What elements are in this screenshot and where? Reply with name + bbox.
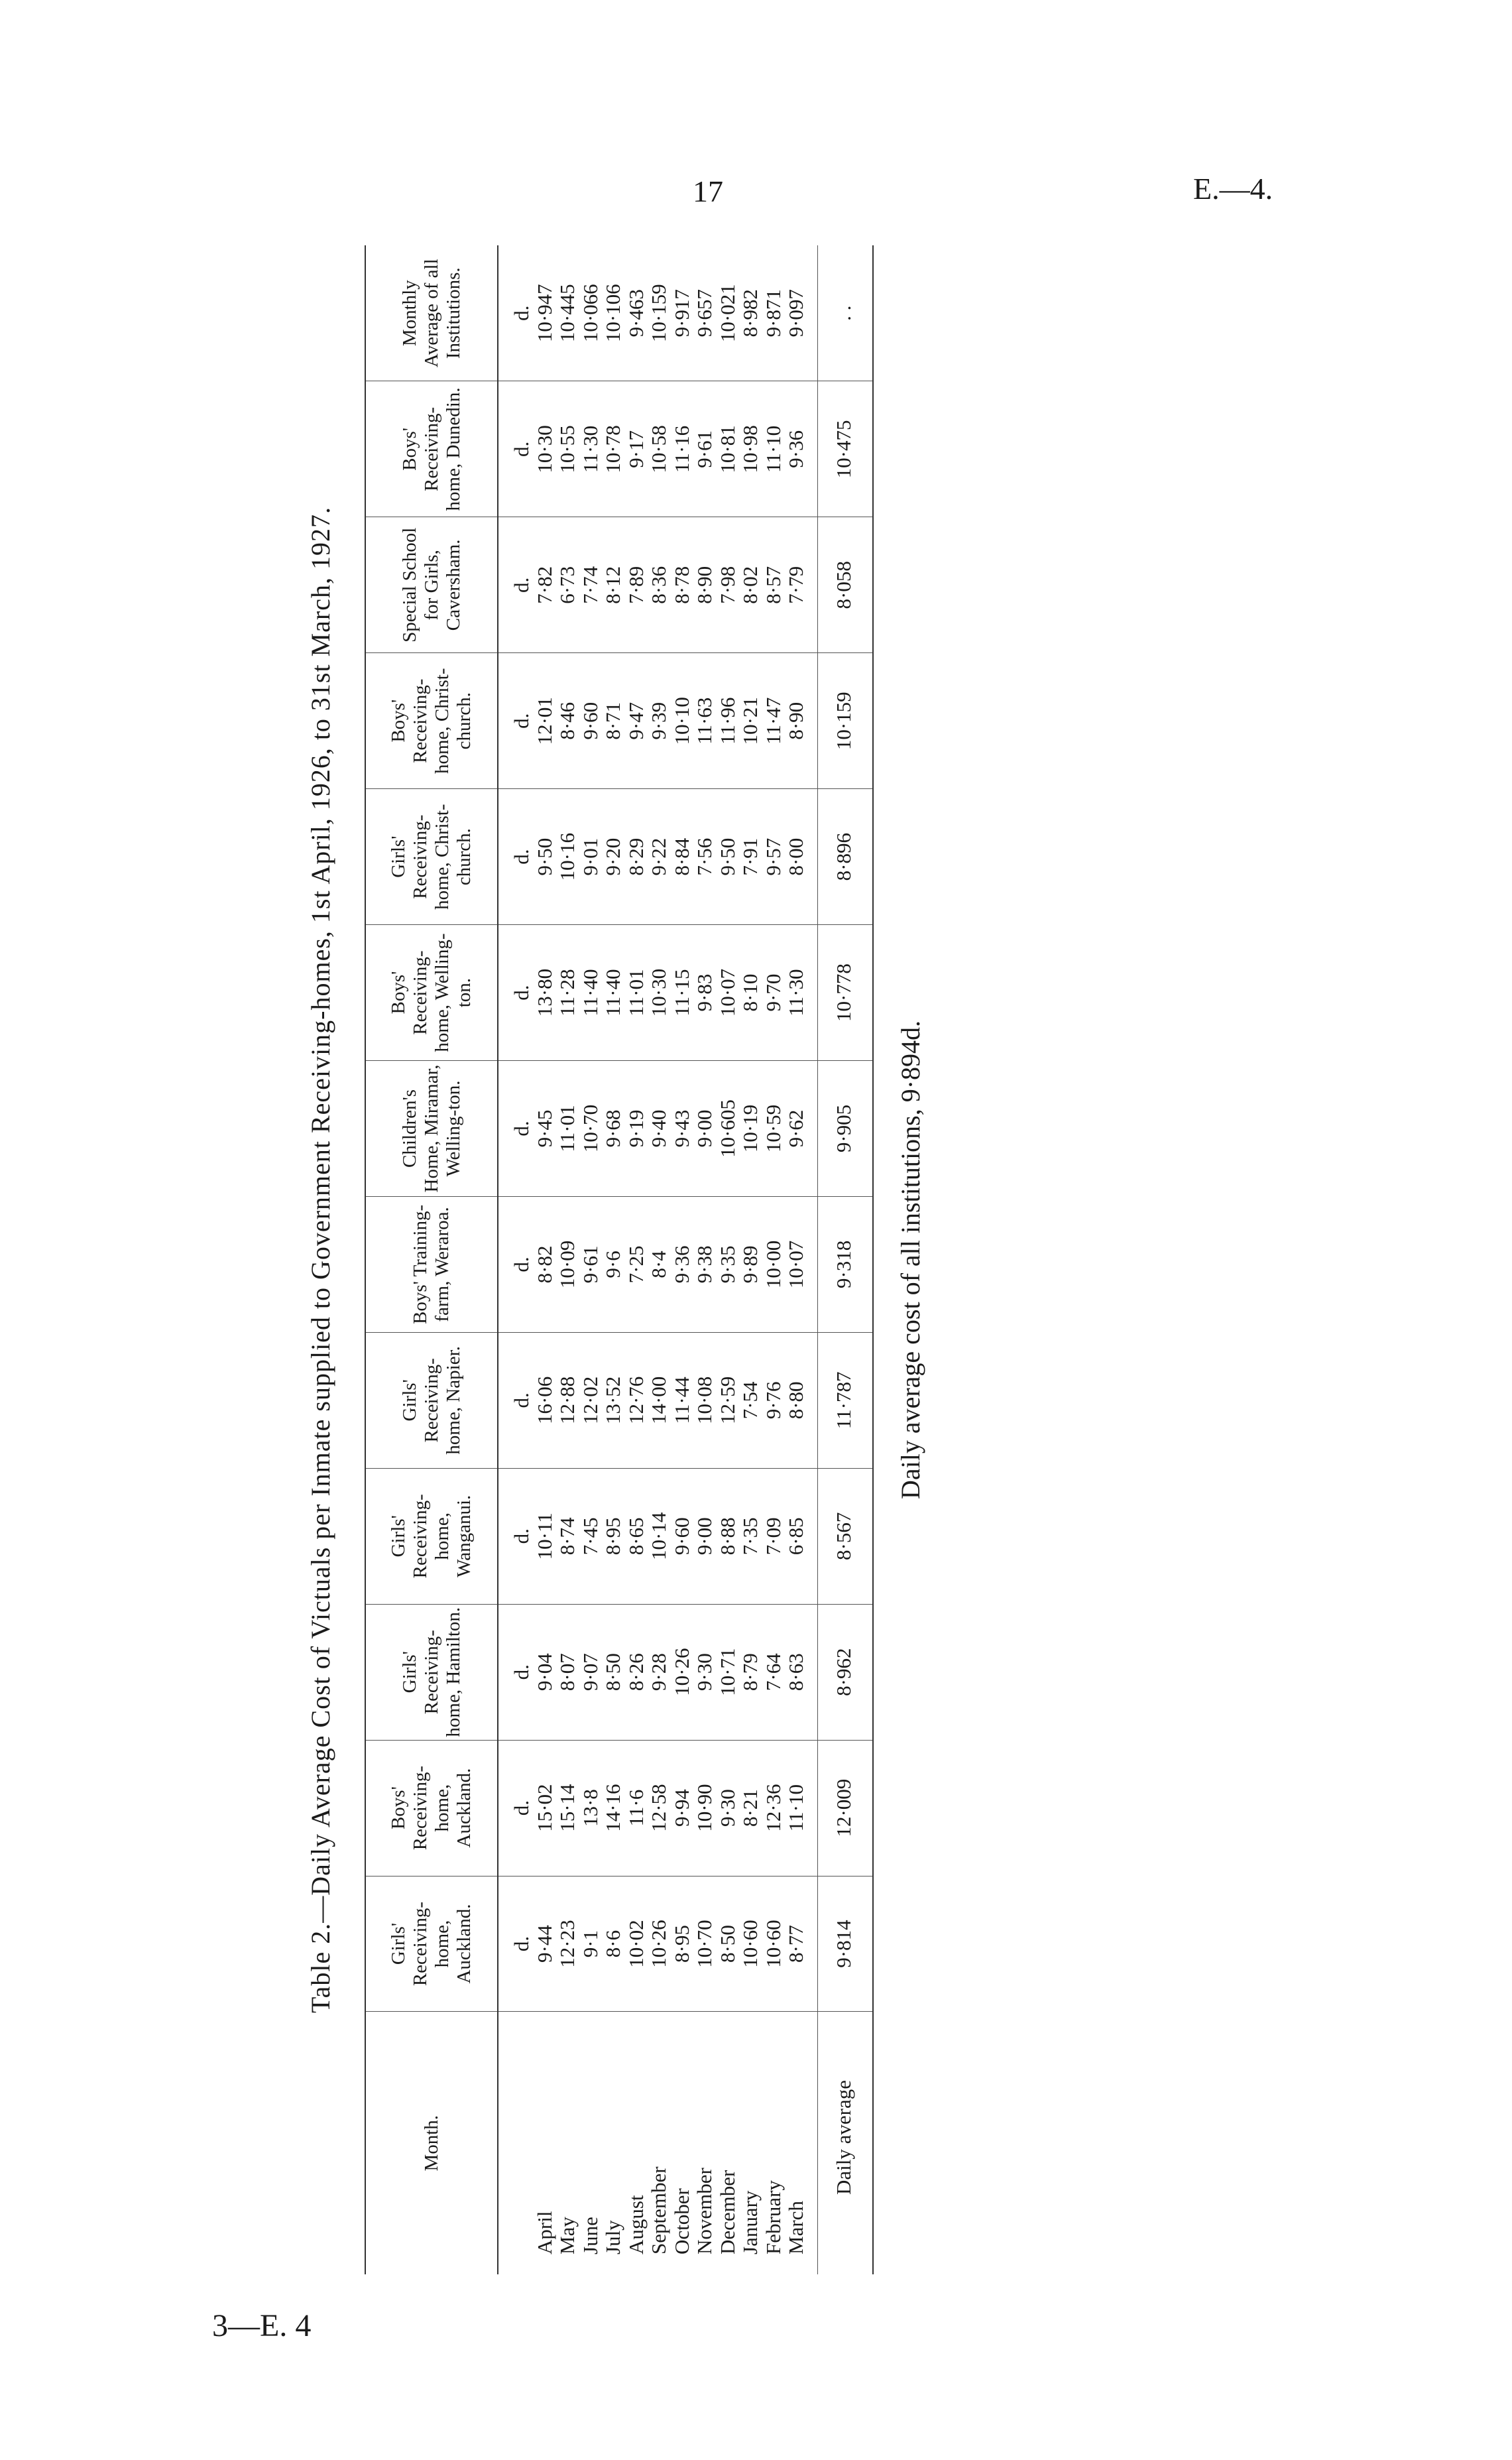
value-cell: 11·10 <box>784 1784 807 1832</box>
value-cell: 10·81 <box>715 425 739 473</box>
unit-label: d. <box>510 1528 533 1544</box>
value-cell: 9·40 <box>647 1109 670 1148</box>
value-cell: 9·44 <box>532 1925 556 1963</box>
value-cell: 10·08 <box>693 1376 716 1425</box>
value-cell: 9·45 <box>532 1109 556 1148</box>
value-cell: 10·21 <box>738 697 762 745</box>
value-cell: 9·50 <box>715 837 739 876</box>
value-cell: 10·71 <box>715 1648 739 1696</box>
value-cell: 10·16 <box>555 833 579 881</box>
value-cell: 10·10 <box>669 697 693 745</box>
column-values <box>498 517 817 653</box>
value-cell: 10·30 <box>647 968 670 1017</box>
value-cell: 7·54 <box>738 1381 762 1420</box>
value-cell: 12·88 <box>555 1376 579 1425</box>
value-cell: 9·04 <box>532 1653 556 1691</box>
value-cell: 9·47 <box>624 702 648 740</box>
value-cell: 11·01 <box>624 969 648 1016</box>
value-cell: 10·58 <box>647 425 670 473</box>
value-cell: 9·22 <box>647 837 670 876</box>
value-cell: 13·8 <box>578 1789 602 1827</box>
table-grid <box>365 245 874 2274</box>
value-cell: 8·982 <box>738 289 762 338</box>
value-cell: 15·14 <box>555 1784 579 1832</box>
header-row <box>366 245 498 2274</box>
value-cell: 7·79 <box>784 566 807 604</box>
value-cell: 8·80 <box>784 1381 807 1420</box>
daily-average-label: Daily average <box>817 2012 872 2274</box>
month-label: February <box>761 2180 785 2254</box>
value-cell: 8·63 <box>784 1653 807 1691</box>
value-cell: 7·35 <box>738 1517 762 1556</box>
value-cell: 11·96 <box>715 697 739 745</box>
value-cell: 11·47 <box>761 697 785 745</box>
value-cell: 9·68 <box>601 1109 624 1148</box>
value-cell: 8·12 <box>601 566 624 604</box>
value-cell: 9·17 <box>624 430 648 468</box>
value-cell: 8·50 <box>601 1653 624 1691</box>
value-cell: 8·10 <box>738 973 762 1012</box>
average-cell: 8·962 <box>817 1604 872 1740</box>
value-cell: 10·445 <box>555 284 579 343</box>
value-cell: 9·20 <box>601 837 624 876</box>
column-header: Girls' Receiving-home, Auckland. <box>366 1876 498 2012</box>
value-cell: 12·23 <box>555 1920 579 1968</box>
value-cell: 9·62 <box>784 1109 807 1148</box>
month-label: December <box>715 2170 739 2254</box>
value-cell: 7·56 <box>693 837 716 876</box>
unit-label: d. <box>510 1257 533 1272</box>
column-values <box>498 1740 817 1876</box>
value-cell: 10·07 <box>784 1240 807 1289</box>
column-header: Monthly Average of all Institutions. <box>366 245 498 381</box>
month-header: Month. <box>366 2012 498 2274</box>
value-cell: 9·70 <box>761 973 785 1012</box>
page-number: 17 <box>693 174 723 208</box>
unit-label: d. <box>510 305 533 321</box>
average-cell: 8·896 <box>817 789 872 925</box>
value-cell: 10·55 <box>555 425 579 473</box>
value-cell: 11·30 <box>578 425 602 473</box>
value-cell: 9·38 <box>693 1245 716 1284</box>
average-cell: 11·787 <box>817 1332 872 1468</box>
value-cell: 8·78 <box>669 566 693 604</box>
value-cell: 8·88 <box>715 1517 739 1556</box>
value-cell: 9·28 <box>647 1653 670 1691</box>
value-cell: 9·60 <box>578 702 602 740</box>
value-cell: 11·44 <box>669 1377 693 1424</box>
value-cell: 8·71 <box>601 702 624 740</box>
average-cell: 10·778 <box>817 925 872 1061</box>
value-cell: 9·1 <box>578 1930 602 1958</box>
average-cell: 8·567 <box>817 1468 872 1604</box>
value-cell: 9·01 <box>578 837 602 876</box>
value-cell: 10·605 <box>715 1099 739 1158</box>
value-cell: 8·95 <box>601 1517 624 1556</box>
value-cell: 8·00 <box>784 837 807 876</box>
column-values <box>498 1332 817 1468</box>
value-cell: 10·59 <box>761 1104 785 1153</box>
value-cell: 9·657 <box>693 289 716 338</box>
daily-average-row <box>817 245 872 2274</box>
column-header: Girls' Receiving-home, Christ-church. <box>366 789 498 925</box>
value-cell: 7·74 <box>578 566 602 604</box>
column-header: Boys' Receiving-home, Auckland. <box>366 1740 498 1876</box>
column-header: Boys' Receiving-home, Welling-ton. <box>366 925 498 1061</box>
month-spacer <box>510 2016 534 2255</box>
value-cell: 7·09 <box>761 1517 785 1556</box>
column-values <box>498 1876 817 2012</box>
value-cell: 8·57 <box>761 566 785 604</box>
month-label: January <box>738 2190 762 2254</box>
value-cell: 10·14 <box>647 1512 670 1560</box>
value-cell: 13·80 <box>532 968 556 1017</box>
column-header: Girls' Receiving-home, Napier. <box>366 1332 498 1468</box>
month-label: July <box>601 2220 624 2254</box>
value-cell: 10·066 <box>578 284 602 343</box>
page-code: E.—4. <box>1193 172 1273 206</box>
value-cell: 10·98 <box>738 425 762 473</box>
value-cell: 8·95 <box>669 1925 693 1963</box>
unit-label: d. <box>510 577 533 593</box>
value-cell: 7·91 <box>738 837 762 876</box>
unit-label: d. <box>510 849 533 865</box>
value-cell: 10·30 <box>532 425 556 473</box>
value-cell: 7·45 <box>578 1517 602 1556</box>
month-cell <box>498 2012 817 2274</box>
average-cell: 9·905 <box>817 1061 872 1197</box>
value-cell: 8·50 <box>715 1925 739 1963</box>
month-label: June <box>578 2217 602 2254</box>
month-label: March <box>784 2201 807 2254</box>
column-values <box>498 789 817 925</box>
value-cell: 9·917 <box>669 289 693 338</box>
value-cell: 8·07 <box>555 1653 579 1691</box>
value-cell: 10·26 <box>669 1648 693 1696</box>
column-header: Boys' Training-farm, Weraroa. <box>366 1196 498 1332</box>
value-cell: 8·77 <box>784 1925 807 1963</box>
month-label: April <box>532 2211 556 2254</box>
column-values <box>498 1604 817 1740</box>
column-values <box>498 381 817 517</box>
value-cell: 11·10 <box>761 425 785 473</box>
value-cell: 8·90 <box>693 566 716 604</box>
value-cell: 15·02 <box>532 1784 556 1832</box>
average-cell: . . <box>817 245 872 381</box>
unit-label: d. <box>510 713 533 729</box>
value-cell: 12·36 <box>761 1784 785 1832</box>
unit-label: d. <box>510 985 533 1001</box>
value-cell: 9·30 <box>715 1789 739 1827</box>
value-cell: 9·61 <box>693 430 716 468</box>
value-cell: 7·25 <box>624 1245 648 1284</box>
value-cell: 10·106 <box>601 284 624 343</box>
value-cell: 9·76 <box>761 1381 785 1420</box>
value-cell: 12·58 <box>647 1784 670 1832</box>
value-cell: 8·26 <box>624 1653 648 1691</box>
victuals-table <box>366 245 872 2274</box>
column-values <box>498 925 817 1061</box>
value-cell: 10·60 <box>761 1920 785 1968</box>
value-cell: 9·07 <box>578 1653 602 1691</box>
value-cell: 12·02 <box>578 1376 602 1425</box>
column-values <box>498 1061 817 1197</box>
column-values <box>498 1196 817 1332</box>
value-cell: 7·98 <box>715 566 739 604</box>
value-cell: 10·19 <box>738 1104 762 1153</box>
value-cell: 8·46 <box>555 702 579 740</box>
value-cell: 9·00 <box>693 1109 716 1148</box>
rotated-table-block <box>305 245 1001 2274</box>
value-cell: 8·6 <box>601 1930 624 1958</box>
value-cell: 10·947 <box>532 284 556 343</box>
month-label: May <box>555 2217 579 2254</box>
column-header: Girls' Receiving-home, Wanganui. <box>366 1468 498 1604</box>
value-cell: 9·83 <box>693 973 716 1012</box>
monthly-values-row <box>498 245 817 2274</box>
value-cell: 10·11 <box>532 1512 556 1560</box>
table-title: Table 2.—Daily Average Cost of Victuals per Inmate supplied to Government Receiving-homes, 1st April, 1926, to 31st March, 1927. <box>306 506 335 2014</box>
value-cell: 11·16 <box>669 425 693 473</box>
value-cell: 9·89 <box>738 1245 762 1284</box>
value-cell: 14·16 <box>601 1784 624 1832</box>
value-cell: 12·01 <box>532 697 556 745</box>
average-cell: 9·318 <box>817 1196 872 1332</box>
value-cell: 8·79 <box>738 1653 762 1691</box>
value-cell: 7·64 <box>761 1653 785 1691</box>
column-values <box>498 1468 817 1604</box>
value-cell: 9·61 <box>578 1245 602 1284</box>
average-cell: 12·009 <box>817 1740 872 1876</box>
value-cell: 9·36 <box>669 1245 693 1284</box>
month-label: November <box>693 2168 716 2254</box>
value-cell: 9·097 <box>784 289 807 338</box>
unit-label: d. <box>510 1800 533 1816</box>
column-header: Boys' Receiving-home, Dunedin. <box>366 381 498 517</box>
column-values <box>498 245 817 381</box>
average-cell: 8·058 <box>817 517 872 653</box>
unit-label: d. <box>510 1121 533 1137</box>
value-cell: 9·00 <box>693 1517 716 1556</box>
value-cell: 8·36 <box>647 566 670 604</box>
unit-label: d. <box>510 441 533 458</box>
value-cell: 9·35 <box>715 1245 739 1284</box>
value-cell: 16·06 <box>532 1376 556 1425</box>
value-cell: 11·40 <box>601 969 624 1016</box>
value-cell: 9·50 <box>532 837 556 876</box>
value-cell: 9·6 <box>601 1251 624 1278</box>
value-cell: 8·84 <box>669 837 693 876</box>
value-cell: 13·52 <box>601 1376 624 1425</box>
value-cell: 8·90 <box>784 702 807 740</box>
value-cell: 11·01 <box>555 1105 579 1152</box>
value-cell: 10·90 <box>693 1784 716 1832</box>
value-cell: 10·021 <box>715 284 739 343</box>
value-cell: 9·94 <box>669 1789 693 1827</box>
value-cell: 12·76 <box>624 1376 648 1425</box>
value-cell: 10·70 <box>693 1920 716 1968</box>
month-label: September <box>647 2166 670 2254</box>
value-cell: 9·19 <box>624 1109 648 1148</box>
unit-label: d. <box>510 1664 533 1680</box>
value-cell: 11·30 <box>784 969 807 1016</box>
value-cell: 9·463 <box>624 289 648 338</box>
column-values <box>498 653 817 789</box>
value-cell: 8·4 <box>647 1251 670 1278</box>
value-cell: 12·59 <box>715 1376 739 1425</box>
column-header: Girls' Receiving-home, Hamilton. <box>366 1604 498 1740</box>
footnote: Daily average cost of all institutions, 9·894d. <box>896 1020 925 1500</box>
month-label: August <box>624 2195 648 2254</box>
value-cell: 8·29 <box>624 837 648 876</box>
value-cell: 14·00 <box>647 1376 670 1425</box>
value-cell: 10·00 <box>761 1240 785 1289</box>
value-cell: 8·02 <box>738 566 762 604</box>
value-cell: 9·43 <box>669 1109 693 1148</box>
column-header: Special School for Girls, Caversham. <box>366 517 498 653</box>
value-cell: 9·30 <box>693 1653 716 1691</box>
value-cell: 10·07 <box>715 968 739 1017</box>
value-cell: 6·73 <box>555 566 579 604</box>
value-cell: 9·57 <box>761 837 785 876</box>
month-label: October <box>669 2188 693 2254</box>
value-cell: 7·82 <box>532 566 556 604</box>
value-cell: 10·70 <box>578 1104 602 1153</box>
value-cell: 10·26 <box>647 1920 670 1968</box>
value-cell: 11·28 <box>555 969 579 1016</box>
value-cell: 9·39 <box>647 702 670 740</box>
value-cell: 10·02 <box>624 1920 648 1968</box>
column-header: Boys' Receiving-home, Christ-church. <box>366 653 498 789</box>
value-cell: 10·60 <box>738 1920 762 1968</box>
value-cell: 9·871 <box>761 289 785 338</box>
value-cell: 10·09 <box>555 1240 579 1289</box>
value-cell: 11·63 <box>693 697 716 745</box>
average-cell: 10·475 <box>817 381 872 517</box>
page-footer: 3—E. 4 <box>212 2308 312 2343</box>
value-cell: 8·65 <box>624 1517 648 1556</box>
value-cell: 11·6 <box>624 1789 648 1827</box>
value-cell: 10·78 <box>601 425 624 473</box>
value-cell: 6·85 <box>784 1517 807 1556</box>
value-cell: 9·60 <box>669 1517 693 1556</box>
unit-label: d. <box>510 1392 533 1408</box>
value-cell: 9·36 <box>784 430 807 468</box>
average-cell: 10·159 <box>817 653 872 789</box>
value-cell: 10·159 <box>647 284 670 343</box>
value-cell: 8·21 <box>738 1789 762 1827</box>
value-cell: 8·74 <box>555 1517 579 1556</box>
column-header: Children's Home, Miramar, Welling-ton. <box>366 1061 498 1197</box>
value-cell: 7·89 <box>624 566 648 604</box>
value-cell: 8·82 <box>532 1245 556 1284</box>
value-cell: 11·40 <box>578 969 602 1016</box>
month-list <box>510 2016 808 2255</box>
unit-label: d. <box>510 1936 533 1952</box>
average-cell: 9·814 <box>817 1876 872 2012</box>
value-cell: 11·15 <box>669 969 693 1016</box>
